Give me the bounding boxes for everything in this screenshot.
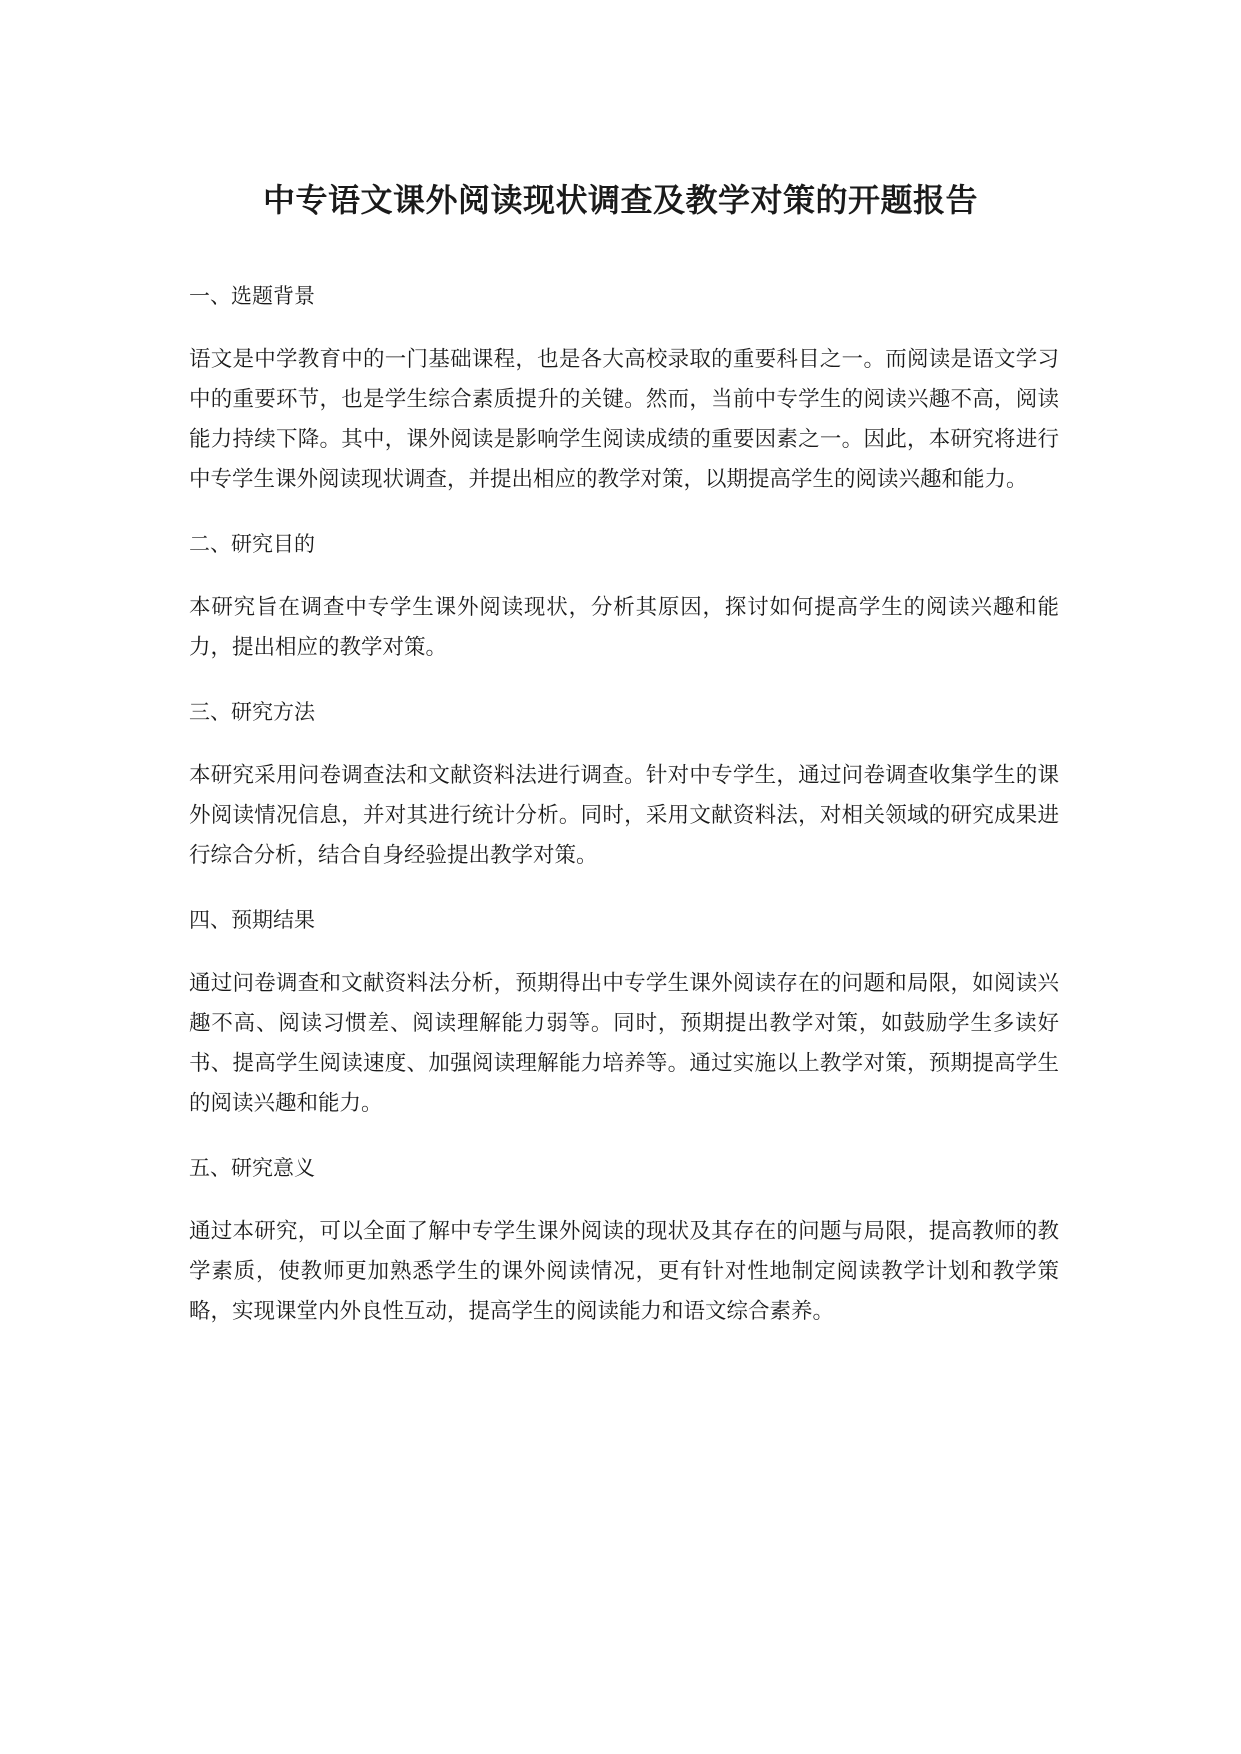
section-heading-purpose: 二、研究目的 — [189, 532, 315, 556]
section-paragraph-background: 语文是中学教育中的一门基础课程，也是各大高校录取的重要科目之一。而阅读是语文学习中的重要环节，也是学生综合素质提升的关键。然而，当前中专学生的阅读兴趣不高，阅读能力持续下降。其中，课外阅读是影响学生阅读成绩的重要因素之一。因此，本研究将进行中专学生课外阅读现状调查，并提出相应的教学对策，以期提高学生的阅读兴趣和能力。 — [189, 347, 1059, 492]
section-heading-methods: 三、研究方法 — [189, 700, 315, 724]
section-paragraph-methods: 本研究采用问卷调查法和文献资料法进行调查。针对中专学生，通过问卷调查收集学生的课外阅读情况信息，并对其进行统计分析。同时，采用文献资料法，对相关领域的研究成果进行综合分析，结合自身经验提出教学对策。 — [189, 763, 1059, 868]
section-paragraph-significance: 通过本研究，可以全面了解中专学生课外阅读的现状及其存在的问题与局限，提高教师的教学素质，使教师更加熟悉学生的课外阅读情况，更有针对性地制定阅读教学计划和教学策略，实现课堂内外良性互动，提高学生的阅读能力和语文综合素养。 — [189, 1219, 1059, 1324]
section-heading-significance: 五、研究意义 — [189, 1156, 315, 1180]
section-heading-background: 一、选题背景 — [189, 284, 315, 308]
document-title: 中专语文课外阅读现状调查及教学对策的开题报告 — [262, 181, 978, 219]
section-paragraph-purpose: 本研究旨在调查中专学生课外阅读现状，分析其原因，探讨如何提高学生的阅读兴趣和能力，提出相应的教学对策。 — [189, 595, 1059, 660]
document-body — [189, 280, 1059, 1360]
section-heading-expected-results: 四、预期结果 — [189, 908, 315, 932]
section-paragraph-expected-results: 通过问卷调查和文献资料法分析，预期得出中专学生课外阅读存在的问题和局限，如阅读兴趣不高、阅读习惯差、阅读理解能力弱等。同时，预期提出教学对策，如鼓励学生多读好书、提高学生阅读速度、加强阅读理解能力培养等。通过实施以上教学对策，预期提高学生的阅读兴趣和能力。 — [189, 971, 1059, 1116]
